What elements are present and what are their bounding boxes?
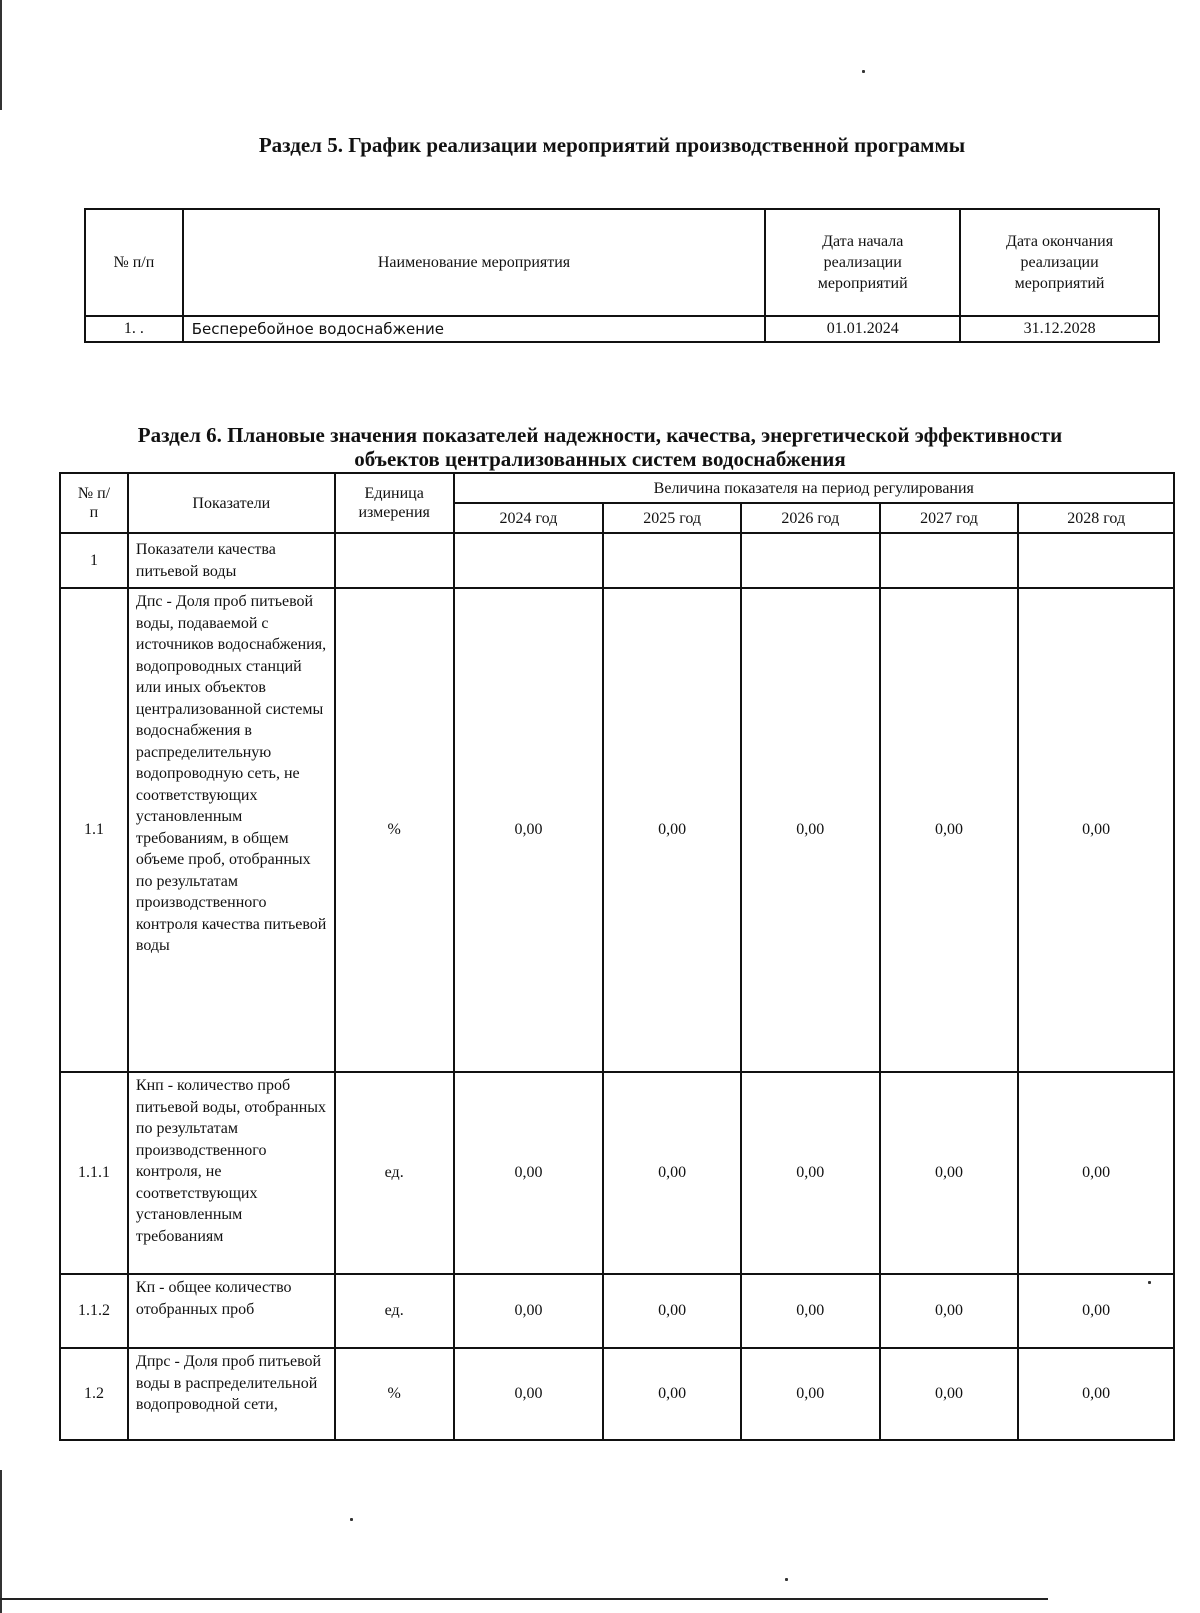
row-num: 1 [60, 533, 128, 588]
row-num: 1.2 [60, 1348, 128, 1440]
row-value: 0,00 [741, 1348, 880, 1440]
row-value: 0,00 [880, 1348, 1019, 1440]
row-indicator: Дпс - Доля проб питьевой воды, подаваемой с источников водоснабжения, водопроводных станций или иных объектов централизованной системы водоснабжения в распределительную водопроводную сеть, не соответствующих установленным требованиям, в общем объеме проб, отобранных по результатам производственного контроля качества питьевой воды [128, 588, 335, 1072]
row-value [454, 533, 604, 588]
table-row [60, 533, 1174, 588]
row-value [1018, 533, 1174, 588]
table-row [60, 1348, 1174, 1440]
header-year: 2025 год [603, 503, 741, 533]
header-num: № п/п [60, 473, 128, 533]
header-year: 2026 год [741, 503, 880, 533]
row-value: 0,00 [1018, 1072, 1174, 1274]
row-value: 0,00 [741, 1072, 880, 1274]
table-row [60, 1274, 1174, 1348]
header-period: Величина показателя на период регулирования [454, 473, 1174, 503]
scan-speck [785, 1578, 788, 1581]
header-year: 2024 год [454, 503, 604, 533]
row-indicator: Кнп - количество проб питьевой воды, отобранных по результатам производственного контроля, не соответствующих установленным требованиям [128, 1072, 335, 1274]
row-value: 0,00 [880, 588, 1019, 1072]
schedule-row [85, 316, 1159, 342]
header-unit: Единица измерения [335, 473, 454, 533]
row-start-date: 01.01.2024 [765, 316, 960, 342]
header-event-name: Наименование мероприятия [183, 209, 766, 316]
scan-edge-top [0, 0, 2, 110]
section6-title-line2: объектов централизованных систем водоснабжения [354, 447, 846, 471]
row-value [880, 533, 1019, 588]
row-unit: % [335, 1348, 454, 1440]
row-end-date: 31.12.2028 [960, 316, 1159, 342]
schedule-table [84, 208, 1160, 343]
row-value: 0,00 [454, 1072, 604, 1274]
header-end-date: Дата окончания реализации мероприятий [960, 209, 1159, 316]
row-value: 0,00 [1018, 1348, 1174, 1440]
row-value: 0,00 [880, 1274, 1019, 1348]
header-num: № п/п [85, 209, 183, 316]
row-value: 0,00 [603, 1348, 741, 1440]
row-value: 0,00 [454, 1274, 604, 1348]
row-num: 1.1.2 [60, 1274, 128, 1348]
header-year: 2027 год [880, 503, 1019, 533]
row-value: 0,00 [454, 588, 604, 1072]
indicators-table [59, 472, 1175, 1441]
row-unit: ед. [335, 1072, 454, 1274]
header-year: 2028 год [1018, 503, 1174, 533]
table-row [60, 588, 1174, 1072]
scan-bottom-line [0, 1598, 1048, 1600]
row-unit [335, 533, 454, 588]
section6-title-line1: Раздел 6. Плановые значения показателей надежности, качества, энергетической эффективности [137, 423, 1063, 447]
section5-title: Раздел 5. График реализации мероприятий производственной программы [258, 133, 966, 157]
row-value [741, 533, 880, 588]
header-indicator: Показатели [128, 473, 335, 533]
row-indicator: Дпрс - Доля проб питьевой воды в распределительной водопроводной сети, [128, 1348, 335, 1440]
row-value: 0,00 [741, 1274, 880, 1348]
row-num: 1.1 [60, 588, 128, 1072]
row-value: 0,00 [741, 588, 880, 1072]
row-unit: % [335, 588, 454, 1072]
scan-speck [862, 70, 865, 73]
row-unit: ед. [335, 1274, 454, 1348]
row-event-name: Бесперебойное водоснабжение [183, 316, 766, 342]
indicators-header-row [60, 473, 1174, 503]
row-value: 0,00 [603, 1072, 741, 1274]
row-value: 0,00 [603, 1274, 741, 1348]
scan-speck [350, 1518, 353, 1521]
row-value [603, 533, 741, 588]
row-value: 0,00 [454, 1348, 604, 1440]
header-start-date: Дата начала реализации мероприятий [765, 209, 960, 316]
row-value: 0,00 [603, 588, 741, 1072]
table-row [60, 1072, 1174, 1274]
scan-edge-bottom [0, 1470, 2, 1613]
row-indicator: Кп - общее количество отобранных проб [128, 1274, 335, 1348]
row-num: 1. . [85, 316, 183, 342]
schedule-header-row [85, 209, 1159, 316]
row-indicator: Показатели качества питьевой воды [128, 533, 335, 588]
row-value: 0,00 [880, 1072, 1019, 1274]
row-value: 0,00 [1018, 588, 1174, 1072]
row-value: 0,00 [1018, 1274, 1174, 1348]
row-num: 1.1.1 [60, 1072, 128, 1274]
